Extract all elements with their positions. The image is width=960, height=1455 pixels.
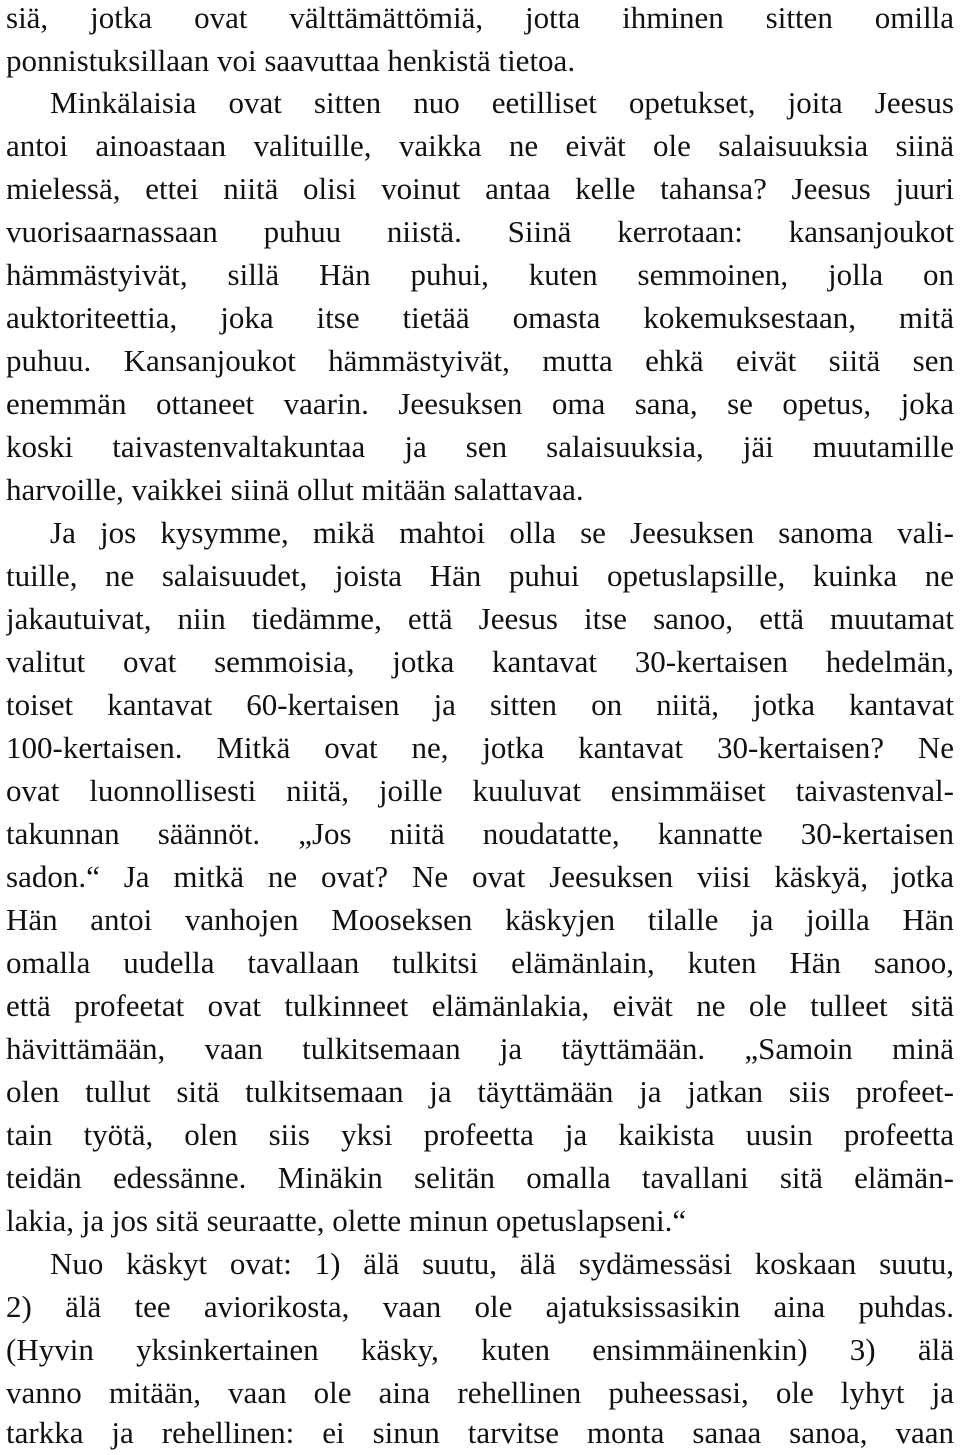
text-line: että profeetat ovat tulkinneet elämänlakia, eivät ne ole tulleet sitä bbox=[6, 988, 954, 1023]
text-line: toiset kantavat 60-kertaisen ja sitten on niitä, jotka kantavat bbox=[6, 687, 954, 722]
text-line: siä, jotka ovat välttämättömiä, jotta ihminen sitten omilla bbox=[6, 0, 954, 35]
text-line: ponnistuksillaan voi saavuttaa henkistä tietoa. bbox=[6, 43, 576, 78]
text-line: tarkka ja rehellinen: ei sinun tarvitse monta sanaa sanoa, vaan bbox=[6, 1415, 954, 1450]
text-line: hämmästyivät, sillä Hän puhui, kuten semmoinen, jolla on bbox=[6, 257, 954, 292]
text-line: lakia, ja jos sitä seuraatte, olette minun opetuslapseni.“ bbox=[6, 1203, 687, 1238]
document-page bbox=[6, 0, 954, 1455]
text-line: harvoille, vaikkei siinä ollut mitään salattavaa. bbox=[6, 472, 584, 507]
text-line: mielessä, ettei niitä olisi voinut antaa kelle tahansa? Jeesus juuri bbox=[6, 171, 954, 206]
text-line: 2) älä tee aviorikosta, vaan ole ajatuksissasikin aina puhdas. bbox=[6, 1289, 954, 1324]
text-line: tain työtä, olen siis yksi profeetta ja kaikista uusin profeetta bbox=[6, 1117, 954, 1152]
text-line: enemmän ottaneet vaarin. Jeesuksen oma sana, se opetus, joka bbox=[6, 386, 954, 421]
text-line: Ja jos kysymme, mikä mahtoi olla se Jeesuksen sanoma vali- bbox=[50, 515, 954, 550]
text-line: antoi ainoastaan valituille, vaikka ne eivät ole salaisuuksia siinä bbox=[6, 128, 954, 163]
text-line: jakautuivat, niin tiedämme, että Jeesus itse sanoo, että muutamat bbox=[6, 601, 954, 636]
text-line: Nuo käskyt ovat: 1) älä suutu, älä sydämessäsi koskaan suutu, bbox=[50, 1246, 954, 1281]
text-line: takunnan säännöt. „Jos niitä noudatatte, kannatte 30-kertaisen bbox=[6, 816, 954, 851]
text-line: teidän edessänne. Minäkin selitän omalla tavallani sitä elämän- bbox=[6, 1160, 954, 1195]
text-line: ovat luonnollisesti niitä, joille kuuluvat ensimmäiset taivastenval- bbox=[6, 773, 954, 808]
text-line: vanno mitään, vaan ole aina rehellinen puheessasi, ole lyhyt ja bbox=[6, 1375, 954, 1410]
text-line: vuorisaarnassaan puhuu niistä. Siinä kerrotaan: kansanjoukot bbox=[6, 214, 954, 249]
text-line: tuille, ne salaisuudet, joista Hän puhui opetuslapsille, kuinka ne bbox=[6, 558, 954, 593]
text-line: omalla uudella tavallaan tulkitsi elämänlain, kuten Hän sanoo, bbox=[6, 945, 954, 980]
text-line: (Hyvin yksinkertainen käsky, kuten ensimmäinenkin) 3) älä bbox=[6, 1332, 954, 1367]
text-line: valitut ovat semmoisia, jotka kantavat 30-kertaisen hedelmän, bbox=[6, 644, 954, 679]
text-line: 100-kertaisen. Mitkä ovat ne, jotka kantavat 30-kertaisen? Ne bbox=[6, 730, 954, 765]
text-line: Minkälaisia ovat sitten nuo eetilliset opetukset, joita Jeesus bbox=[50, 85, 954, 120]
text-line: sadon.“ Ja mitkä ne ovat? Ne ovat Jeesuksen viisi käskyä, jotka bbox=[6, 859, 954, 894]
text-line: puhuu. Kansanjoukot hämmästyivät, mutta ehkä eivät siitä sen bbox=[6, 343, 954, 378]
text-line: hävittämään, vaan tulkitsemaan ja täyttämään. „Samoin minä bbox=[6, 1031, 954, 1066]
text-line: auktoriteettia, joka itse tietää omasta kokemuksestaan, mitä bbox=[6, 300, 954, 335]
text-line: olen tullut sitä tulkitsemaan ja täyttämään ja jatkan siis profeet- bbox=[6, 1074, 954, 1109]
text-line: Hän antoi vanhojen Mooseksen käskyjen tilalle ja joilla Hän bbox=[6, 902, 954, 937]
text-line: koski taivastenvaltakuntaa ja sen salaisuuksia, jäi muutamille bbox=[6, 429, 954, 464]
